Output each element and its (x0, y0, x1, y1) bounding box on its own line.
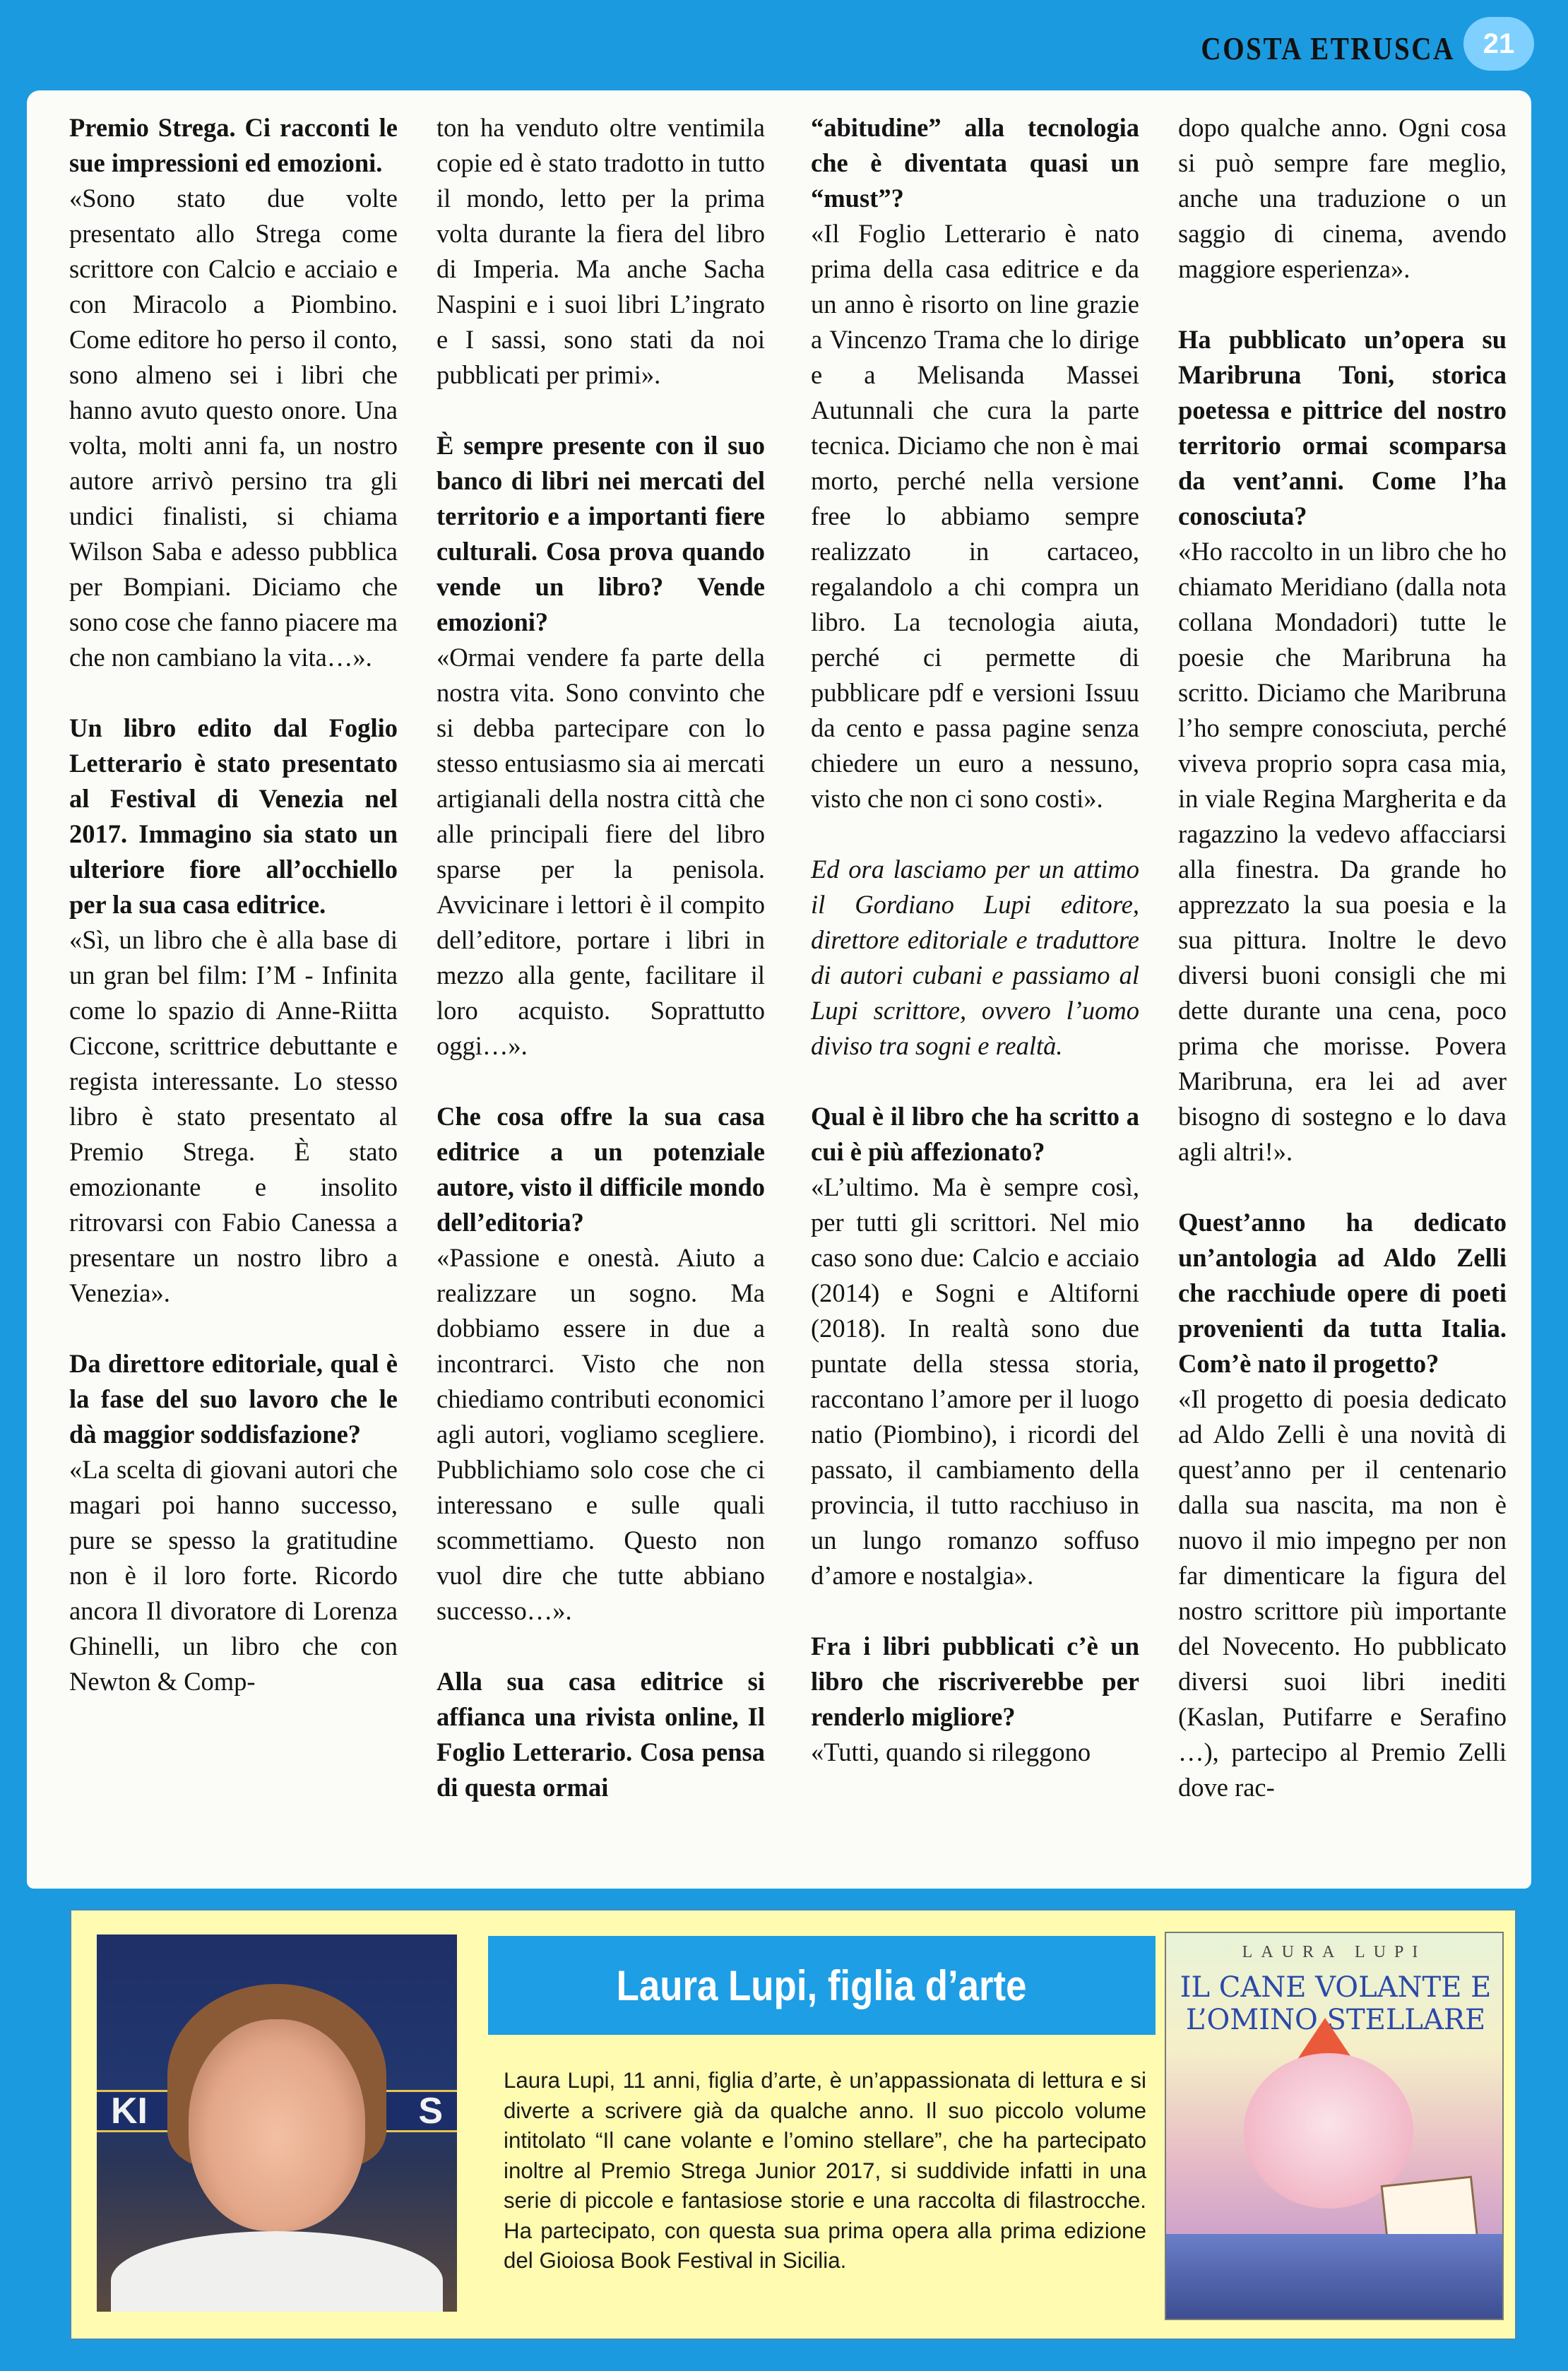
interview-question: Premio Strega. Ci racconti le sue impressioni ed emozioni. (69, 113, 398, 177)
interview-question: “abitudine” alla tecnologia che è diventata quasi un “must”? (811, 113, 1139, 213)
interview-answer: ton ha venduto oltre ventimila copie ed è stato tradotto in tutto il mondo, letto per la prima volta durante la fiera del libro di Imperia. Ma anche Sacha Naspini e i suoi libri L’ingrato e I sassi, sono stati da noi pubblicati per primi». (436, 113, 765, 389)
photo-face (189, 2019, 365, 2231)
portrait-photo (97, 1935, 457, 2312)
interview-question: Alla sua casa editrice si affianca una rivista online, Il Foglio Letterario. Cosa pensa di questa ormai (436, 1667, 765, 1802)
paragraph-spacer (1178, 1170, 1507, 1205)
interview-question: Qual è il libro che ha scritto a cui è più affezionato? (811, 1102, 1139, 1166)
interview-question: Un libro edito dal Foglio Letterario è stato presentato al Festival di Venezia nel 2017. Immagino sia stato un ulteriore fiore all’occhiello per la sua casa editrice. (69, 713, 398, 919)
paragraph-spacer (69, 1311, 398, 1346)
page-header (0, 0, 1568, 90)
paragraph-spacer (811, 1064, 1139, 1099)
photo-backdrop-text: KI S (111, 2091, 443, 2132)
sidebar-box (69, 1908, 1517, 2341)
interview-answer: «Il Foglio Letterario è nato prima della casa editrice e da un anno è risorto on line grazie a Vincenzo Trama che lo dirige e a Melisanda Massei Autunnali che cura la parte tecnica. Diciamo che non è mai morto, perché nella versione free lo abbiamo sempre realizzato in cartaceo, regalandolo a chi compra un libro. La tecnologia aiuta, perché ci permette di pubblicare pdf e versioni Issuu da cento e passa pagine senza chiedere un euro a nessuno, visto che non ci sono costi». (811, 219, 1139, 813)
box-title-bar (488, 1936, 1156, 2035)
paragraph-spacer (436, 1064, 765, 1099)
interview-answer: dopo qualche anno. Ogni cosa si può sempre fare meglio, anche una traduzione o un saggio di cinema, avendo maggiore esperienza». (1178, 113, 1507, 283)
page-number-badge: 21 (1463, 17, 1534, 71)
cover-town-illustration (1166, 2234, 1502, 2319)
book-cover-title: IL CANE VOLANTE E L’OMINO STELLARE (1180, 1971, 1492, 2036)
interview-answer: «Il progetto di poesia dedicato ad Aldo Zelli è una novità di quest’anno per il centenario dalla sua nascita, ma non è nuovo il mio impegno per non far dimenticare la figura del nostro scrittore più importante del Novecento. Ho pubblicato diversi suoi libri inediti (Kaslan, Putifarre e Serafino …), partecipo al Premio Zelli dove rac- (1178, 1384, 1507, 1802)
box-body-text: Laura Lupi, 11 anni, figlia d’arte, è un’appassionata di lettura e si diverte a scrivere già da qualche anno. Il suo piccolo volume intitolato “Il cane volante e l’omino stellare”, che ha partecipato inoltre al Premio Strega Junior 2017, si suddivide infatti in una serie di piccole e fantasiose storie e una raccolta di filastrocche. Ha partecipato, con questa sua prima opera alla prima edizione del Gioiosa Book Festival in Sicilia. (504, 2068, 1146, 2273)
interview-answer: «La scelta di giovani autori che magari poi hanno successo, pure se spesso la gratitudine non è il loro forte. Ricordo ancora Il divoratore di Lorenza Ghinelli, un libro che con Newton & Comp- (69, 1455, 398, 1696)
interview-question: È sempre presente con il suo banco di libri nei mercati del territorio e a importanti fiere culturali. Cosa prova quando vende un libro? Vende emozioni? (436, 431, 765, 636)
paragraph-spacer (436, 393, 765, 428)
interview-answer: «Sì, un libro che è alla base di un gran bel film: I’M - Infinita come lo spazio di Anne-Riitta Ciccone, scrittrice debuttante e regista interessante. Lo stesso libro è stato presentato al Premio Strega. È stato emozionante e insolito ritrovarsi con Fabio Canessa a presentare un nostro libro a Venezia». (69, 925, 398, 1307)
paragraph-spacer (811, 1593, 1139, 1629)
interview-answer: «Passione e onestà. Aiuto a realizzare un sogno. Ma dobbiamo essere in due a incontrarci. Visto che non chiediamo contributi economici agli autori, vogliamo scegliere. Pubblichiamo solo cose che ci interessano e sulle quali scommettiamo. Questo non vuol dire che tutte abbiano successo…». (436, 1243, 765, 1625)
photo-shirt (111, 2231, 443, 2312)
paragraph-spacer (436, 1629, 765, 1664)
magazine-title: COSTA ETRUSCA (1201, 30, 1455, 66)
box-title: Laura Lupi, figlia d’arte (617, 1961, 1027, 2009)
article-column-3 (811, 110, 1139, 1770)
editorial-intro: Ed ora lasciamo per un attimo il Gordiano Lupi editore, direttore editoriale e traduttore di autori cubani e passiamo al Lupi scrittore, ovvero l’uomo diviso tra sogni e realtà. (811, 855, 1139, 1060)
interview-answer: «Tutti, quando si rileggono (811, 1737, 1091, 1766)
article-column-4 (1178, 110, 1507, 1805)
interview-answer: «Ormai vendere fa parte della nostra vita. Sono convinto che si debba partecipare con lo stesso entusiasmo sia ai mercati artigianali della nostra città che alle principali fiere del libro sparse per la penisola. Avvicinare i lettori è il compito dell’editore, portare i libri in mezzo alla gente, facilitare il loro acquisto. Soprattutto oggi…». (436, 643, 765, 1060)
paragraph-spacer (811, 816, 1139, 852)
article-panel (27, 90, 1531, 1889)
article-column-2 (436, 110, 765, 1805)
paragraph-spacer (69, 675, 398, 711)
interview-question: Che cosa offre la sua casa editrice a un potenziale autore, visto il difficile mondo dell’editoria? (436, 1102, 765, 1237)
article-column-1 (69, 110, 398, 1699)
book-cover-image (1165, 1932, 1504, 2320)
interview-answer: «L’ultimo. Ma è sempre così, per tutti gli scrittori. Nel mio caso sono due: Calcio e acciaio (2014) e Sogni e Altiforni (2018). In realtà sono due puntate della stessa storia, raccontano l’amore per il luogo natio (Piombino), i ricordi del passato, il cambiamento della provincia, il tutto racchiuso in un lungo romanzo soffuso d’amore e nostalgia». (811, 1172, 1139, 1590)
interview-question: Ha pubblicato un’opera su Maribruna Toni, storica poetessa e pittrice del nostro territorio ormai scomparsa da vent’anni. Come l’ha conosciuta? (1178, 325, 1507, 530)
interview-question: Da direttore editoriale, qual è la fase del suo lavoro che le dà maggior soddisfazione? (69, 1349, 398, 1449)
interview-question: Quest’anno ha dedicato un’antologia ad Aldo Zelli che racchiude opere di poeti provenienti da tutta Italia. Com’è nato il progetto? (1178, 1208, 1507, 1378)
interview-question: Fra i libri pubblicati c’è un libro che riscriverebbe per renderlo migliore? (811, 1632, 1139, 1731)
interview-answer: «Ho raccolto in un libro che ho chiamato Meridiano (dalla nota collana Mondadori) tutte le poesie che Maribruna ha scritto. Diciamo che Maribruna l’ho sempre conosciuta, perché viveva proprio sopra casa mia, in viale Regina Margherita e da ragazzino la vedevo affacciarsi alla finestra. Da grande ho apprezzato la sua poesia e la sua pittura. Inoltre le devo diversi buoni consigli che mi dette durante una cena, poco prima che morisse. Povera Maribruna, era lei ad aver bisogno di sostegno e lo dava agli altri!». (1178, 537, 1507, 1166)
paragraph-spacer (1178, 287, 1507, 322)
interview-answer: «Sono stato due volte presentato allo Strega come scrittore con Calcio e acciaio e con Miracolo a Piombino. Come editore ho perso il conto, sono almeno sei i libri che hanno avuto questo onore. Una volta, molti anni fa, un nostro autore arrivò persino tra gli undici finalisti, si chiama Wilson Saba e adesso pubblica per Bompiani. Diciamo che sono cose che fanno piacere ma che non cambiano la vita…». (69, 184, 398, 672)
book-cover-author: LAURA LUPI (1242, 1943, 1427, 1961)
